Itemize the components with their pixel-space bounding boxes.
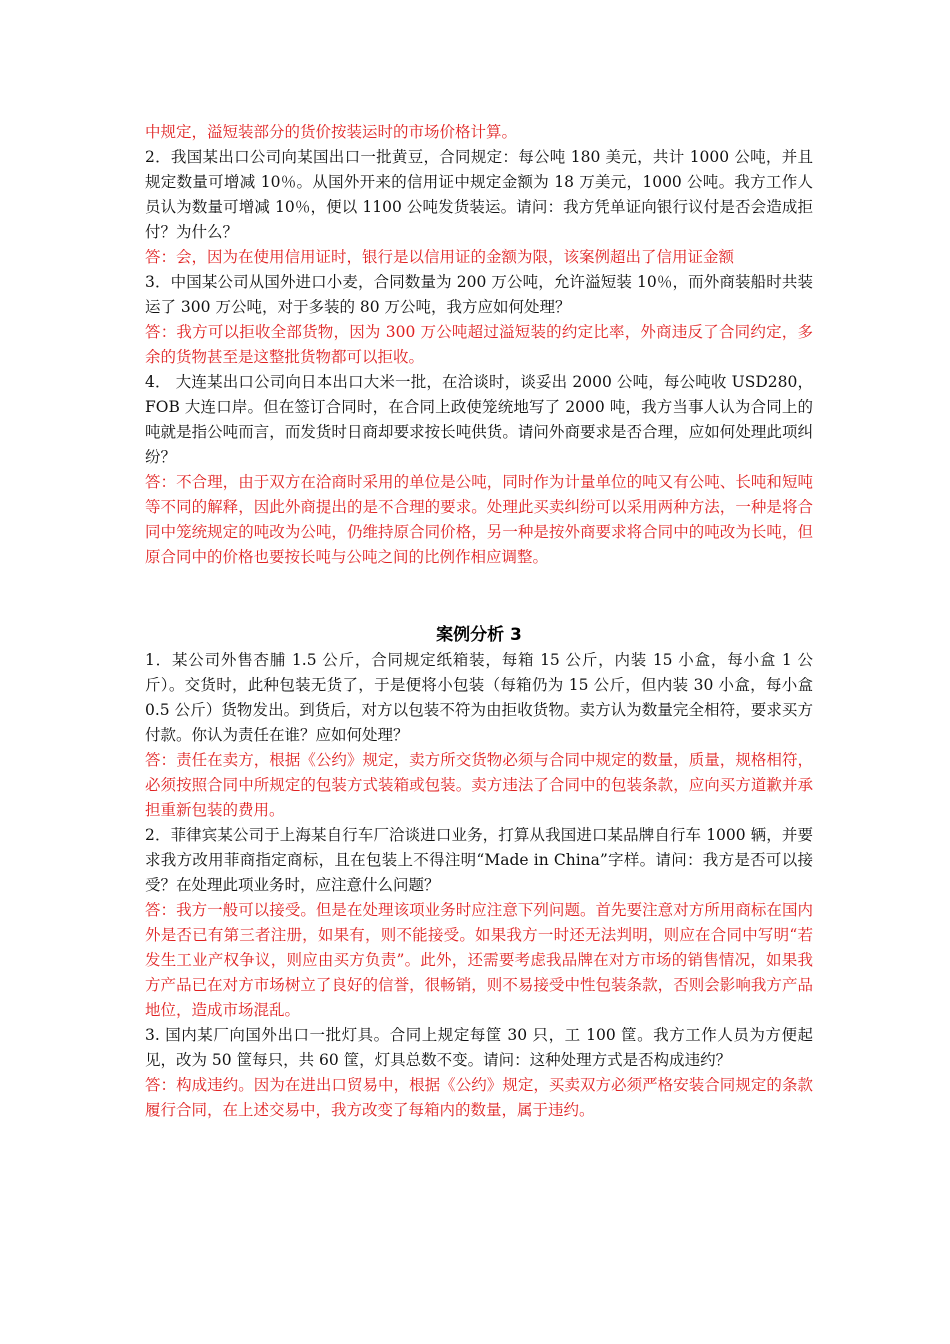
case-question-2-b: 2．菲律宾某公司于上海某自行车厂洽谈进口业务，打算从我国进口某品牌自行车 1000 辆，并要求我方改用菲商指定商标，且在包装上不得注明“Made in China”字样。请问：我方是否可以接受？在处理此项业务时，应注意什么问题？: [145, 826, 813, 894]
case-answer-2-b: 答：我方一般可以接受。但是在处理该项业务时应注意下列问题。首先要注意对方所用商标在国内外是否已有第三者注册，如果有，则不能接受。如果我方一时还无法判明，则应在合同中写明“若发生工业产权争议，则应由买方负责”。此外，还需要考虑我品牌在对方市场的销售情况，如果我方产品已在对方市场树立了良好的信誉，很畅销，则不易接受中性包装条款，否则会影响我方产品地位，造成市场混乱。: [145, 901, 813, 1019]
case-answer-2: 答：会，因为在使用信用证时，银行是以信用证的金额为限，该案例超出了信用证金额: [145, 248, 735, 266]
case-question-3-b: 3. 国内某厂向国外出口一批灯具。合同上规定每筐 30 只，工 100 筐。我方工作人员为方便起见，改为 50 筐每只，共 60 筐，灯具总数不变。请问：这种处理方式是否构成违约？: [145, 1026, 813, 1069]
section-spacer: [145, 570, 813, 622]
case-question-4: 4． 大连某出口公司向日本出口大米一批，在洽谈时，谈妥出 2000 公吨，每公吨收 USD280，FOB 大连口岸。但在签订合同时，在合同上政使笼统地写了 2000 吨，我方当事人认为合同上的吨就是指公吨而言，而发货时日商却要求按长吨供货。请问外商要求是否合理，应如何处理此项纠纷？: [145, 373, 813, 466]
case-question-1: 1．某公司外售杏脯 1.5 公斤，合同规定纸箱装，每箱 15 公斤，内装 15 小盒，每小盒 1 公斤）。交货时，此种包装无货了，于是便将小包装（每箱仍为 15 公斤，但内装 30 小盒，每小盒 0.5 公斤）货物发出。到货后，对方以包装不符为由拒收货物。卖方认为数量完全相符，要求买方付款。你认为责任在谁？应如何处理？: [145, 651, 813, 744]
case-answer-3: 答：我方可以拒收全部货物，因为 300 万公吨超过溢短装的约定比率，外商违反了合同约定，多余的货物甚至是这整批货物都可以拒收。: [145, 323, 813, 366]
answer-continuation: 中规定，溢短装部分的货价按装运时的市场价格计算。: [145, 123, 518, 141]
case-question-3: 3．中国某公司从国外进口小麦，合同数量为 200 万公吨，允许溢短装 10％，而外商装船时共装运了 300 万公吨，对于多装的 80 万公吨，我方应如何处理？: [145, 273, 813, 316]
case-answer-3-b: 答：构成违约。因为在进出口贸易中，根据《公约》规定，买卖双方必须严格安装合同规定的条款履行合同，在上述交易中，我方改变了每箱内的数量，属于违约。: [145, 1076, 813, 1119]
document-page: [145, 120, 813, 1123]
case-answer-4: 答：不合理，由于双方在洽商时采用的单位是公吨，同时作为计量单位的吨又有公吨、长吨和短吨等不同的解释，因此外商提出的是不合理的要求。处理此买卖纠纷可以采用两种方法，一种是将合同中笼统规定的吨改为公吨，仍维持原合同价格，另一种是按外商要求将合同中的吨改为长吨，但原合同中的价格也要按长吨与公吨之间的比例作相应调整。: [145, 473, 813, 566]
section-title: 案例分析 3: [436, 625, 522, 645]
case-question-2: 2．我国某出口公司向某国出口一批黄豆，合同规定：每公吨 180 美元，共计 1000 公吨，并且规定数量可增减 10％。从国外开来的信用证中规定金额为 18 万美元，1000 公吨。我方工作人员认为数量可增减 10％，便以 1100 公吨发货装运。请问：我方凭单证向银行议付是否会造成拒付？为什么？: [145, 148, 813, 241]
case-answer-1: 答：责任在卖方，根据《公约》规定，卖方所交货物必须与合同中规定的数量，质量，规格相符，必须按照合同中所规定的包装方式装箱或包装。卖方违法了合同中的包装条款，应向买方道歉并承担重新包装的费用。: [145, 751, 813, 819]
